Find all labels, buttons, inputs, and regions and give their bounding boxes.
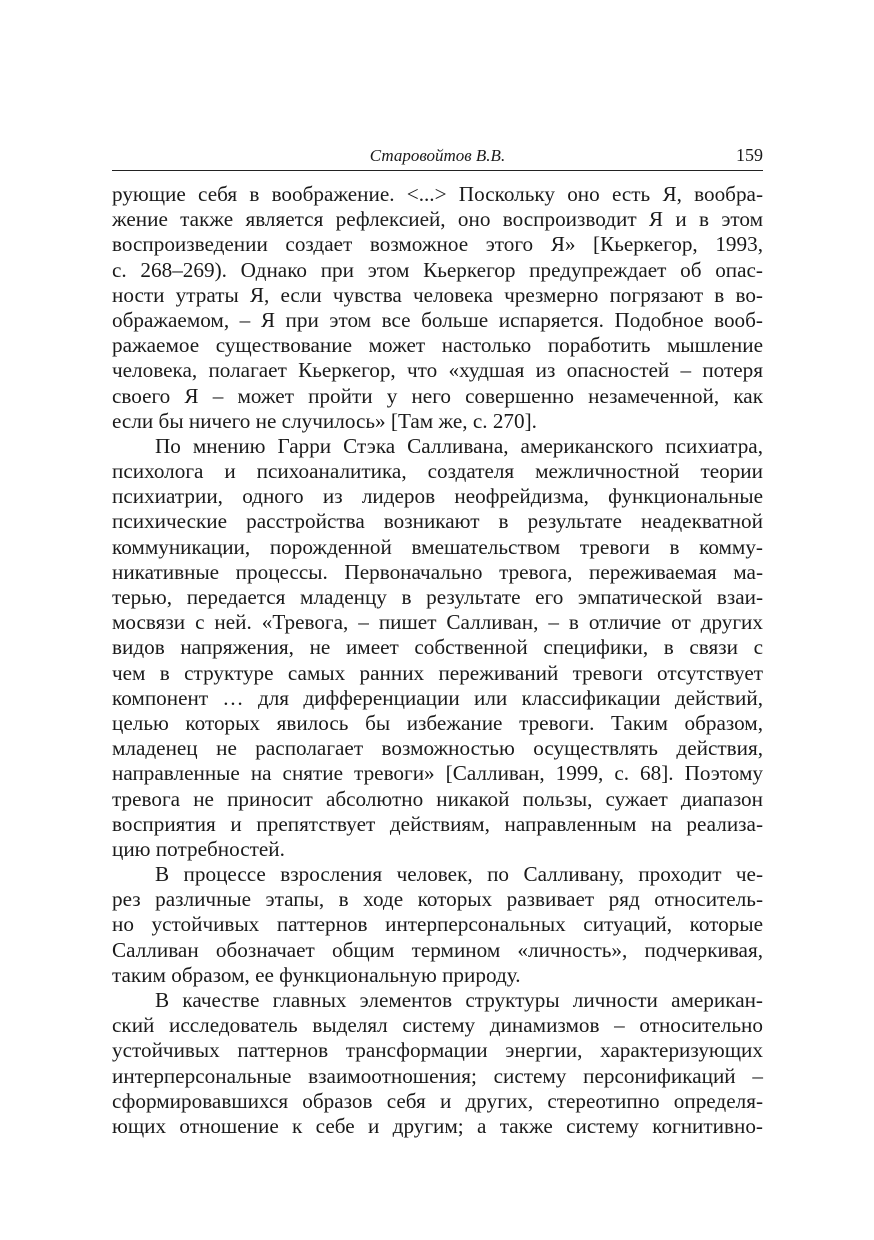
text-line: компонент … для дифференциации или классификации действий, [112,685,763,710]
text-line: По мнению Гарри Стэка Салливана, американского психиатра, [155,433,763,458]
text-line: ности утраты Я, если чувства человека чрезмерно погрязают в во- [112,282,763,307]
text-line: ображаемом, – Я при этом все больше испаряется. Подобное вооб- [112,307,763,332]
text-line: видов напряжения, не имеет собственной специфики, в связи с [112,635,763,660]
text-line: человека, полагает Кьеркегор, что «худшая из опасностей – потеря [112,358,763,383]
text-line: В процессе взросления человек, по Салливану, проходит че- [155,862,763,887]
text-line: никативные процессы. Первоначально тревога, переживаемая ма- [112,559,763,584]
text-line: направленные на снятие тревоги» [Салливан, 1999, с. 68]. Поэтому [112,761,763,786]
text-line: интерперсональные взаимоотношения; систему персонификаций – [112,1063,763,1088]
running-header [112,142,763,171]
body-text [112,182,763,1139]
page-number: 159 [736,145,763,165]
text-line: ражаемое существование может настолько поработить мышление [112,333,763,358]
text-line: цию потребностей. [112,836,285,861]
text-line: В качестве главных элементов структуры личности американ- [155,988,763,1012]
text-line: младенец не располагает возможностью осуществлять действия, [112,736,763,761]
text-line: целью которых явилось бы избежание тревоги. Таким образом, [112,710,763,735]
text-line: Салливан обозначает общим термином «личность», подчеркивая, [112,937,763,962]
running-head-author: Старовойтов В.В. [369,146,506,165]
text-line: психические расстройства возникают в результате неадекватной [112,509,763,534]
text-line: рез различные этапы, в ходе которых развивает ряд относитель- [112,887,763,912]
text-line: мосвязи с ней. «Тревога, – пишет Салливан, – в отличие от других [112,610,763,635]
text-line: таким образом, ее функциональную природу. [112,962,521,987]
text-line: сформировавшихся образов себя и других, стереотипно определя- [112,1088,763,1113]
text-line: чем в структуре самых ранних переживаний тревоги отсутствует [112,660,763,685]
text-line: но устойчивых паттернов интерперсональных ситуаций, которые [112,912,763,937]
text-line: воспроизведении создает возможное этого Я» [Кьеркегор, 1993, [112,232,763,257]
text-line: если бы ничего не случилось» [Там же, с. 270]. [112,408,537,433]
text-line: ский исследователь выделял систему динамизмов – относительно [112,1013,763,1038]
text-line: терью, передается младенцу в результате его эмпатической взаи- [112,585,763,609]
text-line: рующие себя в воображение. <...> Поскольку оно есть Я, вообра- [112,182,763,206]
text-line: тревога не приносит абсолютно никакой пользы, сужает диапазон [112,786,763,811]
text-line: психолога и психоаналитика, создателя межличностной теории [112,459,763,484]
text-line: устойчивых паттернов трансформации энергии, характеризующих [112,1038,763,1063]
text-line: коммуникации, порожденной вмешательством тревоги в комму- [112,534,763,559]
text-line: психиатрии, одного из лидеров неофрейдизма, функциональные [112,484,763,509]
text-line: ющих отношение к себе и другим; а также систему когнитивно- [112,1113,763,1138]
text-line: восприятия и препятствует действиям, направленным на реализа- [112,811,763,836]
text-line: жение также является рефлексией, оно воспроизводит Я и в этом [112,207,763,232]
text-line: с. 268–269). Однако при этом Кьеркегор предупреждает об опас- [112,257,763,282]
text-line: своего Я – может пройти у него совершенно незамеченной, как [112,383,763,408]
